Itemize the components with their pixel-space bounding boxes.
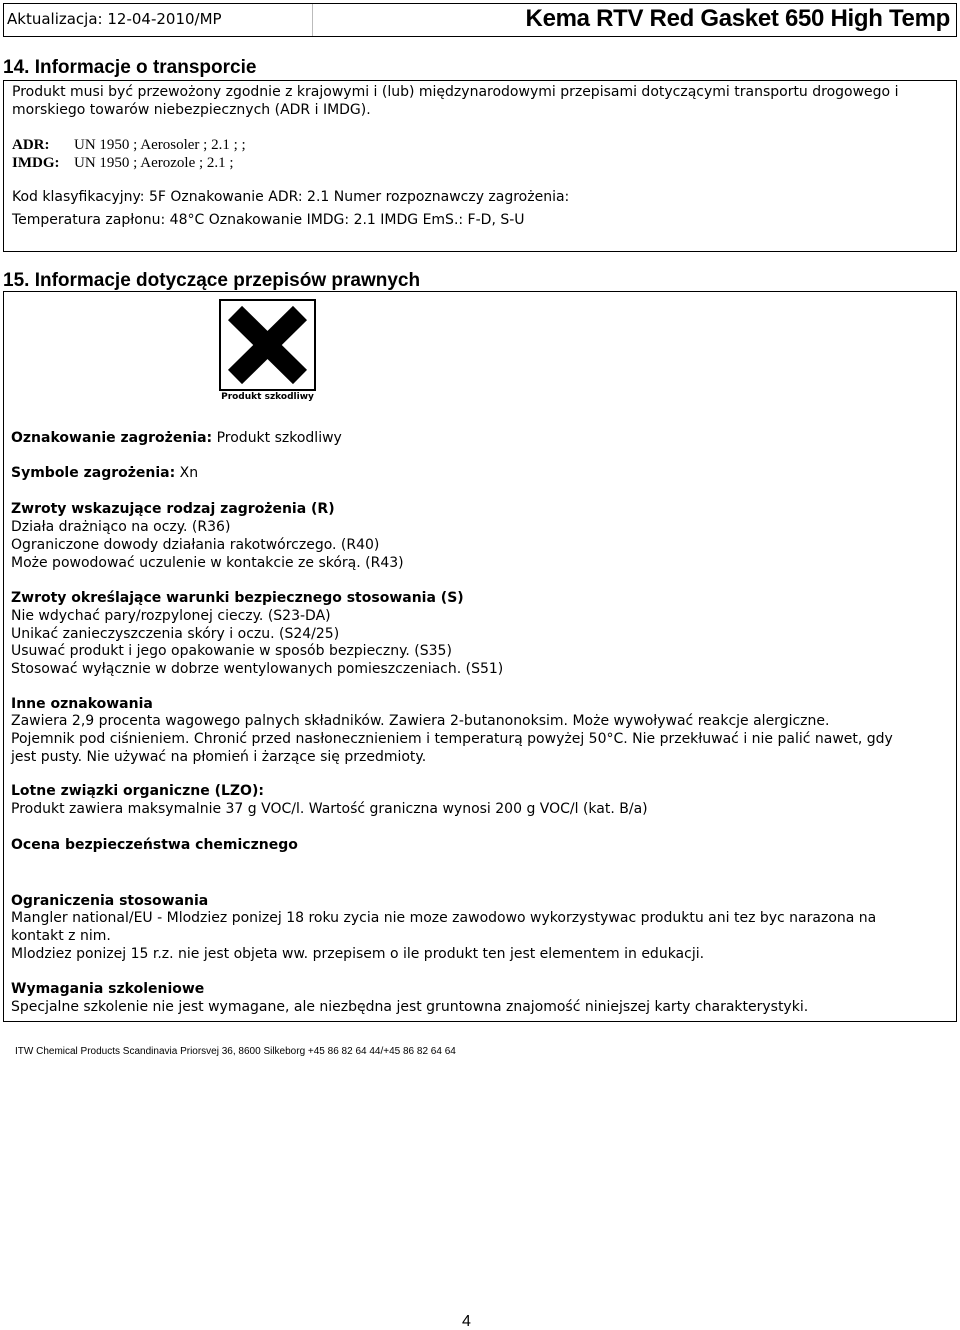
hazard-symbol-label: Produkt szkodliwy — [221, 392, 314, 402]
transport-intro-line-1: Produkt musi być przewożony zgodnie z krajowymi i (lub) międzynarodowymi przepisami dotyczącymi transportu drogowego i — [12, 84, 899, 100]
hazard-marking-value: Produkt szkodliwy — [212, 430, 342, 446]
section-14-title: 14. Informacje o transporcie — [3, 57, 257, 78]
other-marking-line: Zawiera 2,9 procenta wagowego palnych składników. Zawiera 2-butanonoksim. Może wywoływać reakcje alergiczne. — [11, 713, 830, 729]
company-footer: ITW Chemical Products Scandinavia Priorsvej 36, 8600 Silkeborg +45 86 82 64 44/+45 86 82 64 64 — [15, 1046, 456, 1057]
page-number: 4 — [462, 1313, 471, 1330]
voc-heading: Lotne związki organiczne (LZO): — [11, 783, 264, 799]
s-phrase-item: Usuwać produkt i jego opakowanie w sposób bezpieczny. (S35) — [11, 643, 452, 659]
s-phrase-item: Nie wdychać pary/rozpylonej cieczy. (S23-DA) — [11, 608, 331, 624]
hazard-symbols-label: Symbole zagrożenia: — [11, 465, 176, 481]
hazard-symbols-value: Xn — [175, 465, 199, 481]
training-heading: Wymagania szkoleniowe — [11, 981, 205, 997]
adr-value: UN 1950 ; Aerosoler ; 2.1 ; ; — [74, 137, 246, 153]
other-marking-line: jest pusty. Nie używać na płomień i żarzące się przedmioty. — [11, 749, 427, 765]
r-phrase-item: Może powodować uczulenie w kontakcie ze skórą. (R43) — [11, 555, 404, 571]
section-14-box — [3, 80, 957, 252]
r-phrases-heading: Zwroty wskazujące rodzaj zagrożenia (R) — [11, 501, 335, 517]
hazard-symbols — [11, 465, 198, 481]
voc-line: Produkt zawiera maksymalnie 37 g VOC/l. Wartość graniczna wynosi 200 g VOC/l (kat. B/a) — [11, 801, 648, 817]
classification-line: Kod klasyfikacyjny: 5F Oznakowanie ADR: 2.1 Numer rozpoznawczy zagrożenia: — [12, 189, 570, 205]
use-restrictions-heading: Ograniczenia stosowania — [11, 893, 209, 909]
hazard-x-icon — [221, 301, 314, 389]
imdg-value: UN 1950 ; Aerozole ; 2.1 ; — [74, 155, 234, 171]
training-line: Specjalne szkolenie nie jest wymagane, ale niezbędna jest gruntowna znajomość niniejszej karty charakterystyki. — [11, 999, 809, 1015]
section-15-title: 15. Informacje dotyczące przepisów prawnych — [3, 270, 421, 291]
page-header — [3, 3, 957, 37]
use-restrictions-line: Mangler national/EU - Mlodziez ponizej 18 roku zycia nie moze zawodowo wykorzystywac produktu ani tez byc narazona na — [11, 910, 877, 926]
flash-point-line: Temperatura zapłonu: 48°C Oznakowanie IMDG: 2.1 IMDG EmS.: F-D, S-U — [12, 212, 525, 228]
s-phrase-item: Stosować wyłącznie w dobrze wentylowanych pomieszczeniach. (S51) — [11, 661, 504, 677]
other-marking-heading: Inne oznakowania — [11, 696, 153, 712]
s-phrases-heading: Zwroty określające warunki bezpiecznego stosowania (S) — [11, 590, 464, 606]
use-restrictions-line: Mlodziez ponizej 15 r.z. nie jest objeta ww. przepisem o ile produkt ten jest elementem in edukacji. — [11, 946, 705, 962]
hazard-symbol — [219, 299, 316, 407]
hazard-square — [219, 299, 316, 391]
other-marking-line: Pojemnik pod ciśnieniem. Chronić przed nasłonecznieniem i temperaturą powyżej 50°C. Nie przekłuwać i nie palić nawet, gdy — [11, 731, 893, 747]
s-phrase-item: Unikać zanieczyszczenia skóry i oczu. (S24/25) — [11, 626, 340, 642]
hazard-marking-label: Oznakowanie zagrożenia: — [11, 430, 213, 446]
product-name: Kema RTV Red Gasket 650 High Temp — [525, 5, 950, 32]
r-phrase-item: Działa drażniąco na oczy. (R36) — [11, 519, 231, 535]
header-divider — [312, 4, 313, 36]
r-phrase-item: Ograniczone dowody działania rakotwórczego. (R40) — [11, 537, 380, 553]
hazard-marking — [11, 430, 342, 446]
adr-label: ADR: — [12, 137, 50, 153]
transport-intro-line-2: morskiego towarów niebezpiecznych (ADR i IMDG). — [12, 102, 371, 118]
use-restrictions-line: kontakt z nim. — [11, 928, 111, 944]
imdg-label: IMDG: — [12, 155, 60, 171]
revision-date: Aktualizacja: 12-04-2010/MP — [7, 10, 222, 28]
chemical-safety-heading: Ocena bezpieczeństwa chemicznego — [11, 837, 298, 853]
